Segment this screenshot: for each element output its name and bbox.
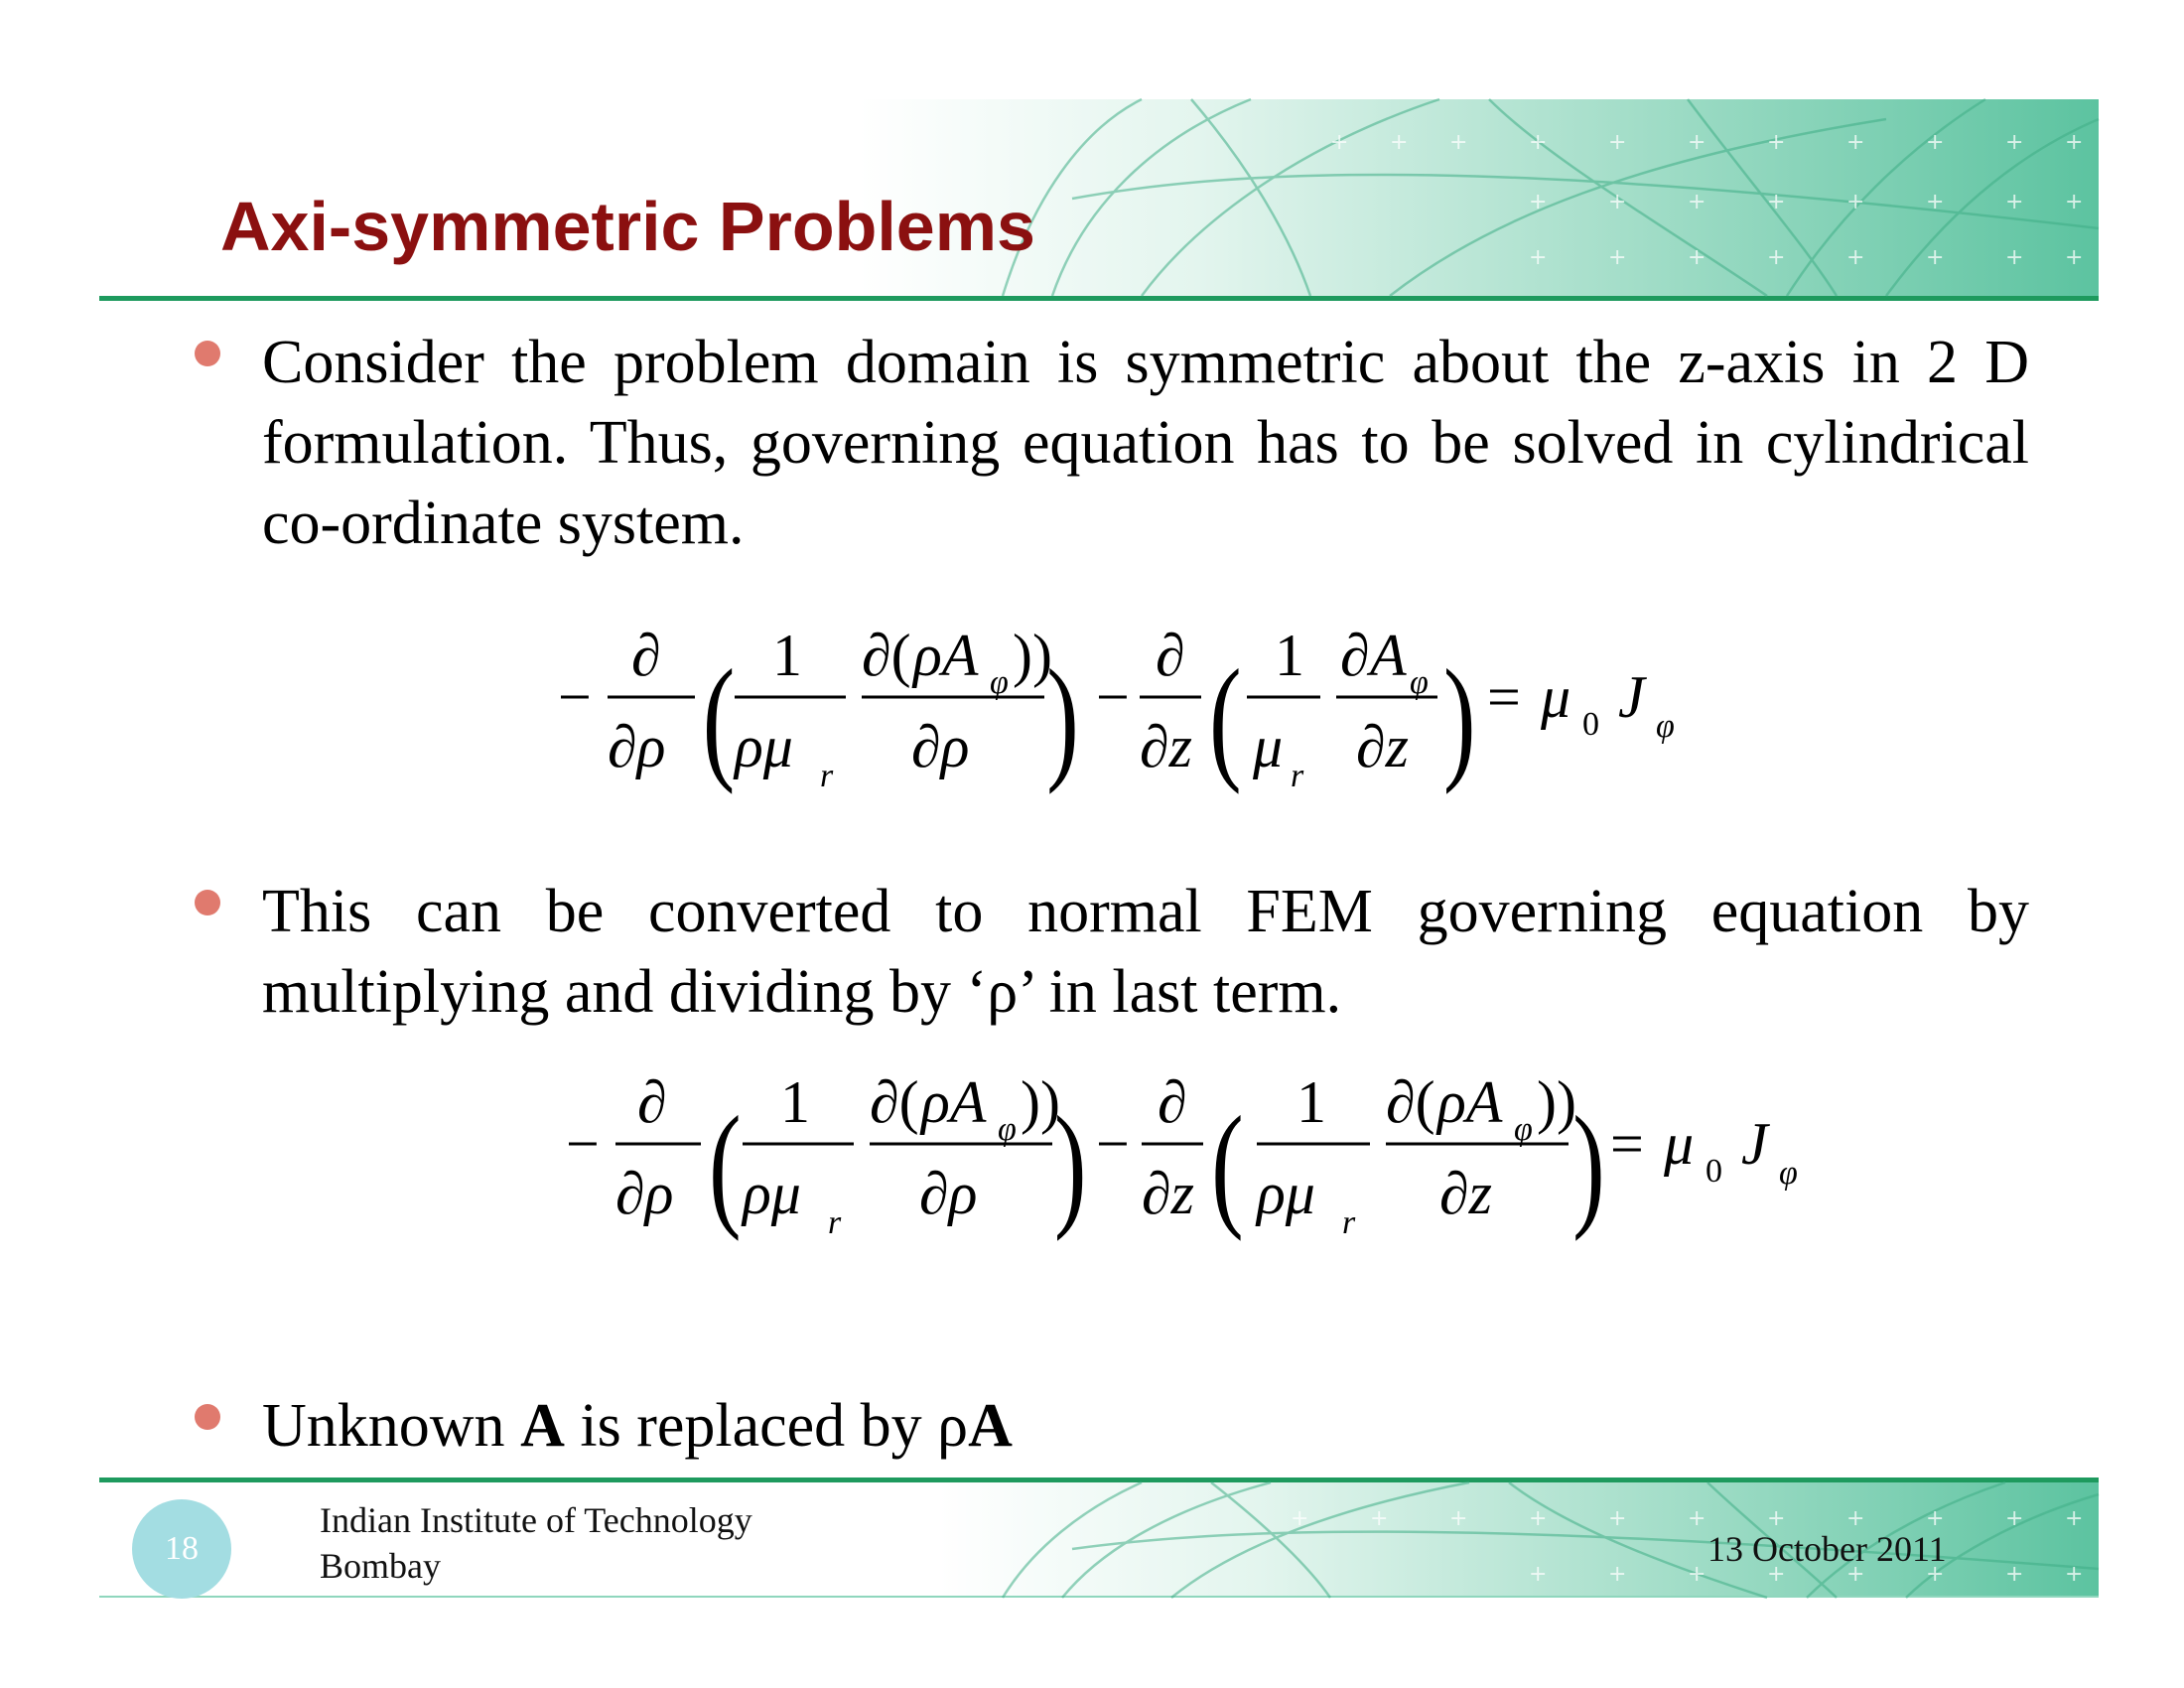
svg-text:∂z: ∂z (1439, 1161, 1492, 1226)
svg-text:∂z: ∂z (1140, 714, 1192, 779)
svg-text:)): )) (1021, 1069, 1060, 1135)
slide-title: Axi-symmetric Problems (220, 188, 1035, 265)
svg-text:+: + (1926, 1562, 1945, 1587)
svg-text:+: + (1529, 245, 1548, 270)
svg-text:(: ( (702, 641, 736, 796)
svg-text:∂ρ: ∂ρ (911, 714, 970, 779)
svg-text:+: + (2005, 1562, 2024, 1587)
svg-text:1: 1 (780, 1069, 810, 1135)
svg-text:φ: φ (1656, 708, 1675, 745)
svg-text:+: + (1390, 130, 1409, 155)
svg-text:+: + (2005, 1506, 2024, 1531)
svg-text:(: ( (709, 1088, 742, 1243)
bullet-text-3 (262, 1386, 2029, 1467)
svg-text:ρA: ρA (1437, 1069, 1503, 1135)
page-number-badge: 18 (132, 1499, 231, 1599)
svg-text:−: − (1096, 1111, 1130, 1177)
svg-text:+: + (1926, 1506, 1945, 1531)
svg-text:(: ( (1209, 641, 1242, 796)
svg-text:+: + (2065, 130, 2084, 155)
svg-text:(: ( (1211, 1088, 1244, 1243)
svg-text:+: + (1767, 190, 1786, 214)
svg-text:∂(: ∂( (870, 1069, 919, 1135)
svg-text:+: + (2065, 1506, 2084, 1531)
svg-text:+: + (1291, 1506, 1309, 1531)
svg-text:+: + (1608, 1506, 1627, 1531)
svg-text:+: + (1926, 190, 1945, 214)
svg-text:∂(: ∂( (1386, 1069, 1435, 1135)
svg-text:+: + (1688, 245, 1706, 270)
svg-text:+: + (1926, 130, 1945, 155)
svg-text:+: + (1767, 245, 1786, 270)
svg-text:φ: φ (1514, 1111, 1533, 1148)
svg-text:+: + (1688, 1562, 1706, 1587)
svg-text:+: + (1449, 1506, 1468, 1531)
equation-1-text (0, 0, 1, 1)
svg-text:−: − (1096, 664, 1130, 730)
svg-text:+: + (1529, 190, 1548, 214)
svg-text:φ: φ (990, 664, 1009, 701)
svg-text:+: + (1846, 190, 1865, 214)
svg-text:+: + (2005, 245, 2024, 270)
svg-text:∂ρ: ∂ρ (919, 1161, 978, 1226)
svg-text:+: + (1767, 130, 1786, 155)
svg-text:∂ρ: ∂ρ (615, 1161, 674, 1226)
svg-text:+: + (1529, 130, 1548, 155)
svg-text:r: r (1342, 1204, 1356, 1241)
svg-text:): ) (1442, 641, 1476, 796)
svg-text:−: − (558, 664, 592, 730)
svg-text:=: = (1610, 1111, 1644, 1177)
svg-text:∂: ∂ (1340, 623, 1370, 688)
svg-text:+: + (1846, 130, 1865, 155)
bullet3-bold-a: A (520, 1392, 565, 1460)
svg-text:∂: ∂ (1158, 1069, 1187, 1135)
svg-text:+: + (1330, 130, 1349, 155)
svg-text:)): )) (1537, 1069, 1576, 1135)
svg-text:1: 1 (772, 623, 802, 688)
svg-text:ρA: ρA (913, 623, 979, 688)
svg-text:∂: ∂ (637, 1069, 667, 1135)
svg-text:ρμ: ρμ (743, 1161, 801, 1226)
svg-text:+: + (1370, 1506, 1389, 1531)
svg-text:r: r (1291, 758, 1304, 794)
svg-text:+: + (1608, 130, 1627, 155)
svg-text:+: + (1767, 1506, 1786, 1531)
svg-text:+: + (1846, 1562, 1865, 1587)
svg-text:ρμ: ρμ (1257, 1161, 1315, 1226)
svg-text:J: J (1741, 1111, 1768, 1177)
svg-text:J: J (1618, 664, 1645, 730)
svg-text:+: + (2005, 190, 2024, 214)
footer-date: 13 October 2011 (1707, 1529, 1947, 1569)
svg-text:1: 1 (1275, 623, 1304, 688)
svg-text:1: 1 (1297, 1069, 1326, 1135)
svg-text:φ: φ (1410, 664, 1429, 701)
svg-text:A: A (1370, 623, 1407, 688)
svg-text:r: r (820, 758, 834, 794)
svg-text:+: + (1529, 1506, 1548, 1531)
svg-text:μ: μ (1664, 1111, 1695, 1177)
svg-text:−: − (566, 1111, 600, 1177)
svg-text:+: + (1688, 130, 1706, 155)
svg-text:φ: φ (998, 1111, 1017, 1148)
svg-text:∂: ∂ (1156, 623, 1185, 688)
svg-text:+: + (1449, 130, 1468, 155)
svg-text:+: + (1608, 1562, 1627, 1587)
svg-text:+: + (1767, 1562, 1786, 1587)
svg-text:+: + (2065, 190, 2084, 214)
svg-text:∂ρ: ∂ρ (608, 714, 666, 779)
svg-text:μ: μ (1253, 714, 1284, 779)
bullet3-bold-a-2: A (968, 1392, 1013, 1460)
svg-text:+: + (1688, 190, 1706, 214)
svg-text:): ) (1053, 1088, 1087, 1243)
bullet-text-1: Consider the problem domain is symmetric about the z-axis in 2 D formulation. Thus, governing equation has to be solved in cylindrical co-ordinate system. (262, 329, 2029, 557)
svg-text:+: + (1529, 1562, 1548, 1587)
svg-text:+: + (2065, 1562, 2084, 1587)
svg-text:ρμ: ρμ (735, 714, 793, 779)
svg-text:∂z: ∂z (1142, 1161, 1194, 1226)
svg-text:=: = (1487, 664, 1521, 730)
svg-text:+: + (2005, 130, 2024, 155)
svg-text:∂(: ∂( (862, 623, 911, 688)
svg-text:r: r (828, 1204, 842, 1241)
institute-line-2: Bombay (320, 1546, 441, 1586)
svg-text:+: + (2065, 245, 2084, 270)
svg-text:0: 0 (1582, 706, 1599, 743)
bullet-marker (195, 1404, 220, 1430)
bullet3-middle: is replaced by ρ (564, 1392, 969, 1460)
svg-text:∂: ∂ (631, 623, 661, 688)
svg-text:∂z: ∂z (1356, 714, 1409, 779)
svg-text:+: + (1926, 245, 1945, 270)
svg-text:+: + (1688, 1506, 1706, 1531)
svg-text:)): )) (1013, 623, 1052, 688)
svg-text:+: + (1608, 245, 1627, 270)
svg-text:+: + (1846, 245, 1865, 270)
svg-text:+: + (1846, 1506, 1865, 1531)
svg-text:μ: μ (1541, 664, 1571, 730)
svg-text:): ) (1046, 641, 1079, 796)
bullet3-prefix: Unknown (262, 1392, 521, 1460)
bullet-text-2: This can be converted to normal FEM governing equation by multiplying and dividing by ‘ρ’ in last term. (262, 878, 2029, 1026)
svg-text:ρA: ρA (921, 1069, 987, 1135)
svg-text:0: 0 (1706, 1153, 1722, 1190)
institute-name (320, 1497, 752, 1589)
svg-text:+: + (1608, 190, 1627, 214)
svg-text:): ) (1572, 1088, 1605, 1243)
svg-text:φ: φ (1779, 1155, 1798, 1192)
institute-line-1: Indian Institute of Technology (320, 1500, 752, 1540)
